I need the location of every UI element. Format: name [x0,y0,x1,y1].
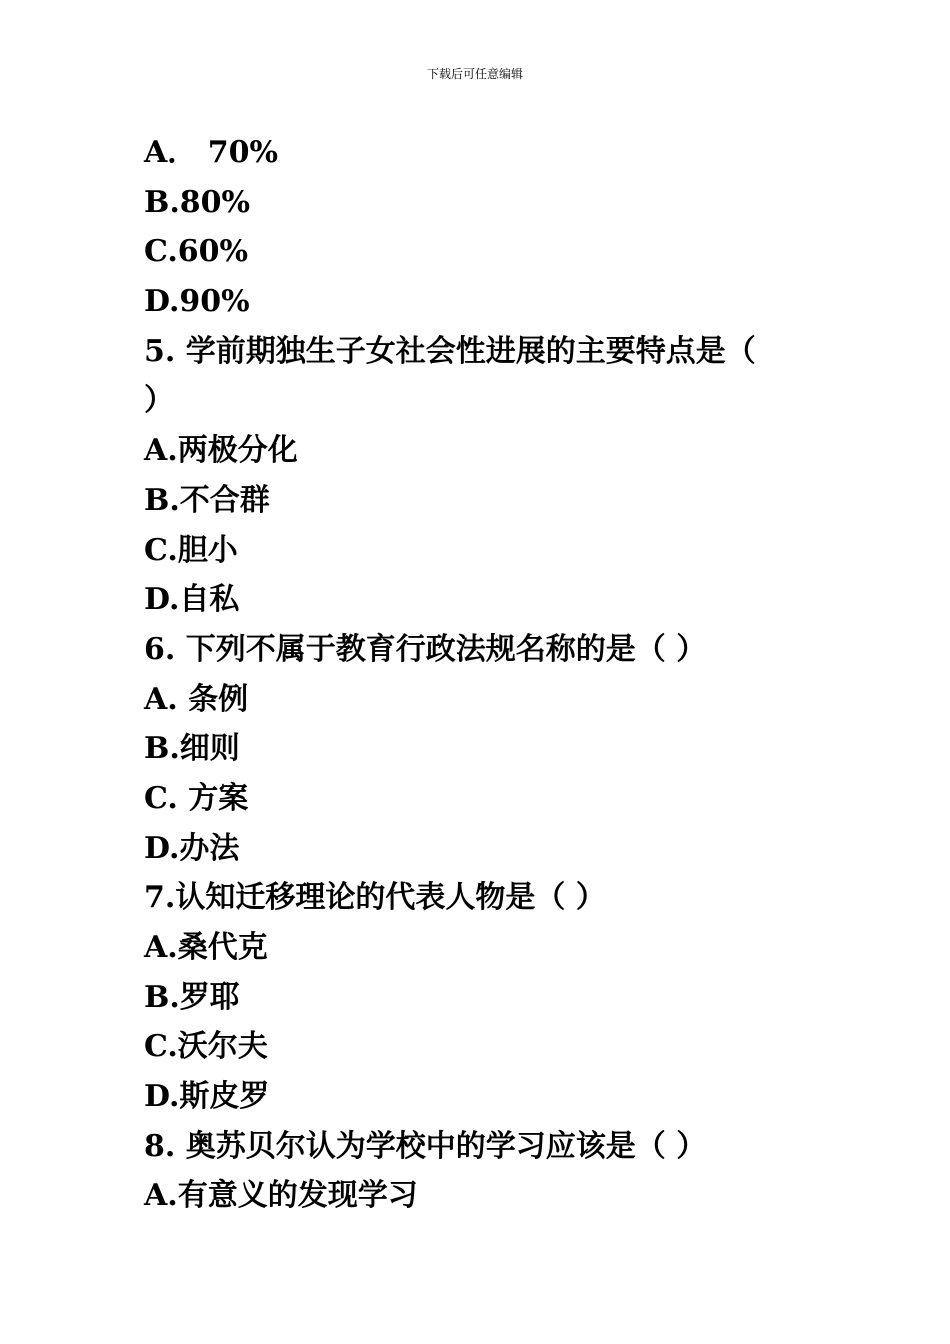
option-line: B.细则 [144,731,240,767]
question-line: 8. 奥苏贝尔认为学校中的学习应该是（ ） [144,1128,707,1164]
option-line: D.90% [144,284,250,320]
question-line-continuation: ） [144,383,174,419]
option-line: C.胆小 [144,532,238,568]
option-line: D.办法 [144,830,240,866]
question-line: 7.认知迁移理论的代表人物是（ ） [144,880,606,916]
option-line: D.斯皮罗 [144,1079,270,1115]
option-line: A. 条例 [144,681,249,717]
option-line: A.两极分化 [144,433,298,469]
option-line: A.桑代克 [144,930,268,965]
question-line: 5. 学前期独生子女社会性进展的主要特点是（ [144,333,756,369]
option-line: C. 方案 [144,780,249,816]
option-line: C.60% [144,234,249,270]
question-line: 6. 下列不属于教育行政法规名称的是（ ） [144,631,707,667]
header-note: 下载后可任意编辑 [426,67,523,81]
option-line: B.不合群 [144,482,270,518]
option-line: C.沃尔夫 [144,1029,268,1065]
option-line: D.自私 [144,582,240,618]
option-line: A.有意义的发现学习 [144,1178,418,1214]
option-line: A． 70% [144,135,278,170]
option-line: B.80% [144,184,251,220]
question-content [144,128,814,1221]
option-line: B.罗耶 [144,979,240,1015]
